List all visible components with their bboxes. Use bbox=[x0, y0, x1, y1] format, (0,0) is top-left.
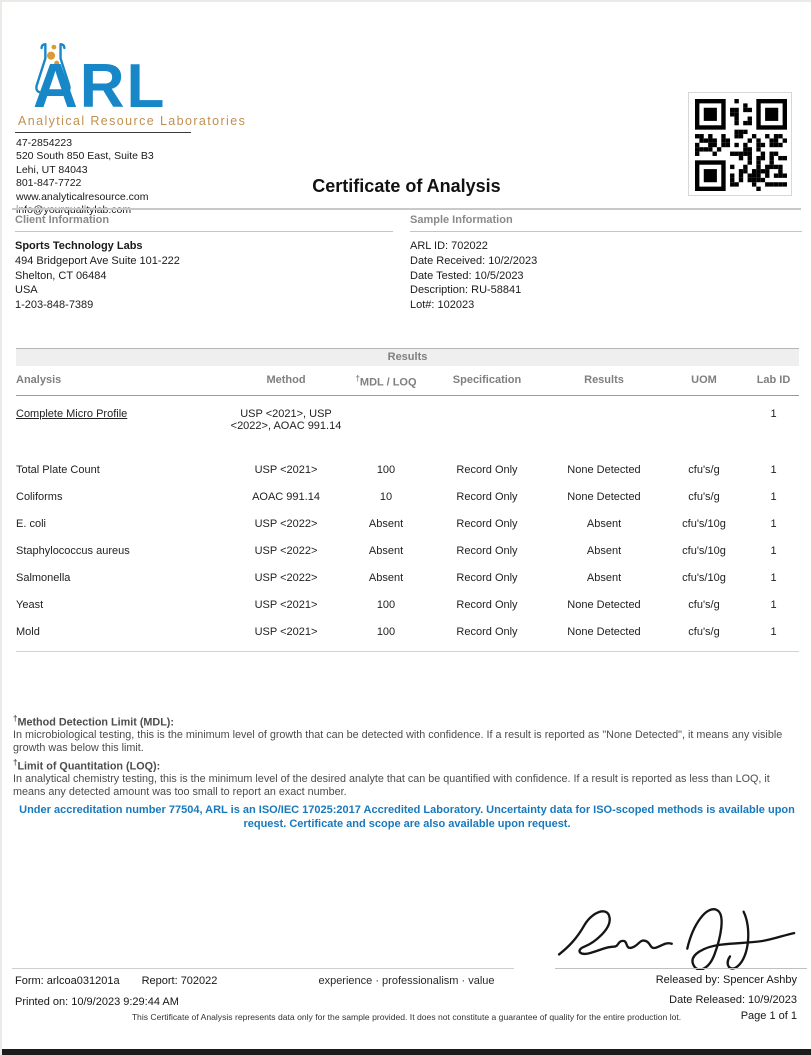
uom-cell: cfu's/g bbox=[688, 625, 720, 638]
sample-date-received: Date Received: 10/2/2023 bbox=[410, 254, 538, 267]
lab-id-cell: 1 bbox=[770, 598, 777, 611]
loq-footnote-body: In analytical chemistry testing, this is the minimum level of the desired analyte that can be quantified with confidence. If a result is reported as less than LOQ, it means any detected amount was too small to report an exact number. bbox=[13, 772, 770, 798]
document-title: Certificate of Analysis bbox=[312, 176, 501, 196]
lab-id-cell: 1 bbox=[770, 490, 777, 503]
contact-line: Lehi, UT 84043 bbox=[16, 163, 88, 176]
analysis-name: Salmonella bbox=[16, 571, 71, 584]
method-cell: USP <2021> bbox=[254, 598, 318, 611]
method-cell: USP <2022> bbox=[254, 517, 318, 530]
disclaimer-text: This Certificate of Analysis represents data only for the sample provided. It does not constitute a guarantee of quality for the entire production lot. bbox=[131, 1012, 682, 1022]
table-row bbox=[16, 568, 799, 595]
table-bottom-divider bbox=[16, 651, 799, 652]
col-header-specification: Specification bbox=[452, 374, 522, 386]
col-header-lab-id: Lab ID bbox=[756, 374, 791, 386]
results-header-row bbox=[16, 366, 799, 396]
uom-cell: cfu's/g bbox=[688, 598, 720, 611]
table-row bbox=[16, 487, 799, 514]
results-band-title: Results bbox=[16, 348, 799, 366]
section-divider bbox=[12, 208, 801, 210]
lab-id-cell: 1 bbox=[770, 407, 777, 420]
sample-information-section bbox=[410, 214, 802, 313]
date-released-label: Date Released: 10/9/2023 bbox=[669, 994, 797, 1006]
analysis-name: Yeast bbox=[16, 598, 44, 611]
results-cell: None Detected bbox=[567, 625, 641, 638]
results-cell: Absent bbox=[586, 544, 622, 557]
results-cell: None Detected bbox=[567, 463, 641, 476]
table-row bbox=[16, 541, 799, 568]
client-address-line: 494 Bridgeport Ave Suite 101-222 bbox=[15, 254, 180, 267]
loq-footnote-title: †Limit of Quantitation (LOQ): bbox=[13, 758, 161, 773]
specification-cell: Record Only bbox=[456, 598, 518, 611]
mdl-footnote-title: †Method Detection Limit (MDL): bbox=[13, 714, 174, 729]
table-row bbox=[16, 460, 799, 487]
report-number: Report: 702022 bbox=[141, 975, 218, 987]
method-cell: USP <2022> bbox=[254, 544, 318, 557]
uom-cell: cfu's/10g bbox=[682, 571, 726, 584]
mdl-footnote-body: In microbiological testing, this is the minimum level of growth that can be detected with confidence. If a result is reported as "None Detected", it means any visible growth was below this limit. bbox=[13, 728, 783, 754]
qr-code-icon bbox=[695, 99, 787, 191]
specification-cell: Record Only bbox=[456, 625, 518, 638]
mdl-loq-cell: 100 bbox=[376, 463, 396, 476]
results-cell: None Detected bbox=[567, 490, 641, 503]
lab-id-cell: 1 bbox=[770, 625, 777, 638]
contact-line: 801-847-7722 bbox=[16, 177, 82, 190]
lab-id-cell: 1 bbox=[770, 463, 777, 476]
analysis-name: Staphylococcus aureus bbox=[16, 544, 130, 557]
results-cell: None Detected bbox=[567, 598, 641, 611]
method-cell: USP <2022> bbox=[254, 571, 318, 584]
sample-date-tested: Date Tested: 10/5/2023 bbox=[410, 269, 524, 282]
col-header-results: Results bbox=[584, 374, 624, 386]
client-information-section bbox=[15, 214, 393, 313]
client-name: Sports Technology Labs bbox=[15, 240, 143, 252]
analysis-name: Complete Micro Profile bbox=[16, 407, 128, 420]
uom-cell bbox=[660, 400, 748, 408]
method-cell: AOAC 991.14 bbox=[252, 490, 320, 503]
col-header-method: Method bbox=[266, 374, 306, 386]
lab-email: info@yourqualitylab.com bbox=[16, 204, 132, 217]
table-row bbox=[16, 595, 799, 622]
page-number: Page 1 of 1 bbox=[740, 1010, 797, 1022]
table-row bbox=[16, 514, 799, 541]
lab-website: www.analyticalresource.com bbox=[16, 190, 149, 203]
mdl-loq-cell: Absent bbox=[368, 544, 404, 557]
uom-cell: cfu's/10g bbox=[682, 517, 726, 530]
specification-cell: Record Only bbox=[456, 544, 518, 557]
sample-lot-number: Lot#: 102023 bbox=[410, 299, 475, 312]
dagger-icon: † bbox=[13, 714, 18, 723]
method-cell: USP <2021>, USP <2022>, AOAC 991.14 bbox=[230, 407, 342, 432]
mdl-loq-cell: 100 bbox=[376, 625, 396, 638]
dagger-icon: † bbox=[13, 758, 18, 767]
contact-line: 47-2854223 bbox=[16, 137, 73, 149]
lab-id-cell: 1 bbox=[770, 544, 777, 557]
method-cell: USP <2021> bbox=[254, 625, 318, 638]
lab-id-cell: 1 bbox=[770, 571, 777, 584]
col-header-mdl-loq: †MDL / LOQ bbox=[355, 374, 417, 389]
results-cell: Absent bbox=[586, 571, 622, 584]
results-cell: Absent bbox=[586, 517, 622, 530]
results-cell bbox=[548, 400, 660, 408]
table-row bbox=[16, 622, 799, 649]
uom-cell: cfu's/g bbox=[688, 463, 720, 476]
analysis-name: Mold bbox=[16, 625, 40, 638]
specification-cell: Record Only bbox=[456, 463, 518, 476]
lab-logo bbox=[15, 20, 247, 217]
lab-id-cell: 1 bbox=[770, 517, 777, 530]
client-address-line: Shelton, CT 06484 bbox=[15, 269, 107, 282]
logo-acronym: ARL bbox=[33, 52, 167, 121]
uom-cell: cfu's/g bbox=[688, 490, 720, 503]
mdl-loq-cell: Absent bbox=[368, 517, 404, 530]
col-header-uom: UOM bbox=[691, 374, 717, 386]
footnotes-section bbox=[13, 714, 801, 802]
form-number: Form: arlcoa031201a bbox=[15, 975, 120, 987]
handwritten-signature bbox=[552, 902, 807, 970]
sample-arl-id: ARL ID: 702022 bbox=[410, 240, 488, 252]
analysis-name: Coliforms bbox=[16, 490, 63, 503]
logo-tagline: Analytical Resource Laboratories bbox=[18, 114, 247, 128]
mdl-loq-cell bbox=[346, 400, 426, 408]
specification-cell: Record Only bbox=[456, 490, 518, 503]
table-row bbox=[16, 400, 799, 460]
footer-divider bbox=[12, 968, 514, 969]
results-table bbox=[16, 348, 799, 652]
method-cell: USP <2021> bbox=[254, 463, 318, 476]
mdl-loq-cell: Absent bbox=[368, 571, 404, 584]
client-information-heading: Client Information bbox=[15, 214, 393, 232]
analysis-name: Total Plate Count bbox=[16, 463, 100, 476]
sample-description: Description: RU-58841 bbox=[410, 284, 522, 297]
qr-code bbox=[688, 92, 792, 196]
specification-cell bbox=[426, 400, 548, 408]
col-header-analysis: Analysis bbox=[16, 374, 62, 386]
bottom-scan-bar bbox=[2, 1049, 811, 1055]
mdl-loq-cell: 100 bbox=[376, 598, 396, 611]
analysis-name: E. coli bbox=[16, 517, 46, 530]
accreditation-statement: Under accreditation number 77504, ARL is an ISO/IEC 17025:2017 Accredited Laboratory. Uncertainty data for ISO-scoped methods is available upon request. Certificate and scope are also available upon request. bbox=[19, 804, 795, 830]
client-phone: 1-203-848-7389 bbox=[15, 299, 94, 312]
sample-information-heading: Sample Information bbox=[410, 214, 802, 232]
mdl-loq-cell: 10 bbox=[379, 490, 393, 503]
released-by-label: Released by: Spencer Ashby bbox=[655, 974, 797, 986]
uom-cell: cfu's/10g bbox=[682, 544, 726, 557]
specification-cell: Record Only bbox=[456, 571, 518, 584]
printed-on-label: Printed on: 10/9/2023 9:29:44 AM bbox=[15, 996, 179, 1008]
signature-line bbox=[555, 968, 807, 969]
company-motto: experience · professionalism · value bbox=[318, 975, 495, 987]
client-address-line: USA bbox=[15, 284, 38, 297]
specification-cell: Record Only bbox=[456, 517, 518, 530]
logo-divider bbox=[15, 132, 191, 133]
contact-line: 520 South 850 East, Suite B3 bbox=[16, 150, 154, 163]
dagger-icon: † bbox=[355, 374, 360, 383]
